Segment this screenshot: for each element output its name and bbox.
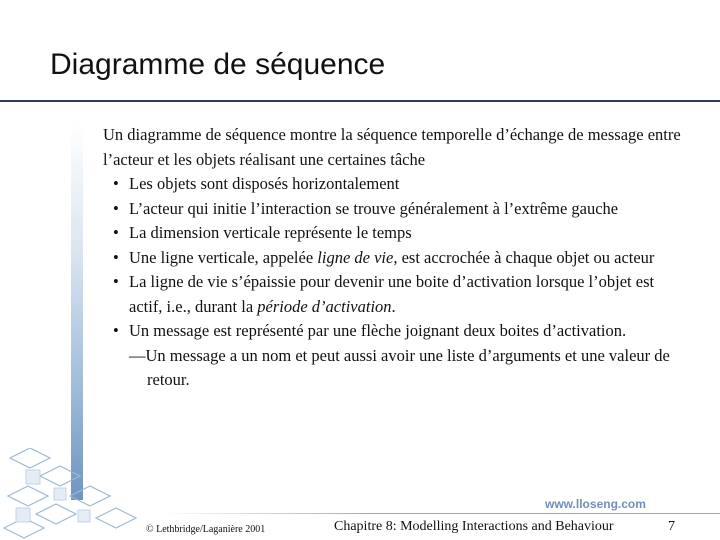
bullet-icon: • (113, 223, 119, 242)
bullet-text: La dimension verticale représente le temps (129, 223, 412, 242)
bullet-text: L’acteur qui initie l’interaction se trouve généralement à l’extrême gauche (129, 198, 619, 218)
intro-paragraph: Un diagramme de séquence montre la séquence temporelle d’échange de message entre l’acteur et les objets réalisant une certaines tâche (103, 125, 681, 169)
slide-title: Diagramme de séquence (50, 48, 386, 81)
page-number: 7 (668, 519, 675, 534)
bullet-icon: • (113, 272, 119, 291)
decorative-cube-pattern (0, 448, 160, 540)
slide-body (103, 123, 683, 393)
bullet-icon: • (113, 174, 119, 193)
bullet-item (103, 246, 683, 271)
sub-bullet: —Un message a un nom et peut aussi avoir une liste d’arguments et une valeur de retour. (129, 345, 670, 389)
title-rule (0, 100, 720, 102)
bullet-text: Un message est représenté par une flèche joignant deux boites d’activation. (129, 321, 627, 340)
term-activation-period: période d’activation (257, 296, 392, 316)
footer-rule (160, 513, 720, 514)
bullet-icon: • (113, 321, 119, 340)
bullet-item (103, 270, 683, 319)
bullet-icon: • (113, 247, 119, 267)
bullet-text: Les objets sont disposés horizontalement (129, 174, 400, 193)
bullet-icon: • (113, 198, 119, 218)
footer-chapter: Chapitre 8: Modelling Interactions and Behaviour (334, 519, 614, 534)
bullet-list (103, 172, 683, 344)
bullet-item (103, 221, 683, 246)
bullet-item (103, 319, 683, 344)
bullet-text: Une ligne verticale, appelée ligne de vie, est accrochée à chaque objet ou acteur (129, 247, 655, 267)
footer-copyright: © Lethbridge/Laganière 2001 (146, 524, 266, 535)
footer-website: www.lloseng.com (545, 497, 646, 511)
bullet-text: La ligne de vie s’épaissie pour devenir une boite d’activation lorsque l’objet est actif, i.e., durant la période d’activation. (129, 272, 655, 316)
bullet-item (103, 172, 683, 197)
term-lifeline: ligne de vie (317, 247, 394, 267)
left-accent-bar (71, 124, 83, 500)
bullet-item (103, 197, 683, 222)
